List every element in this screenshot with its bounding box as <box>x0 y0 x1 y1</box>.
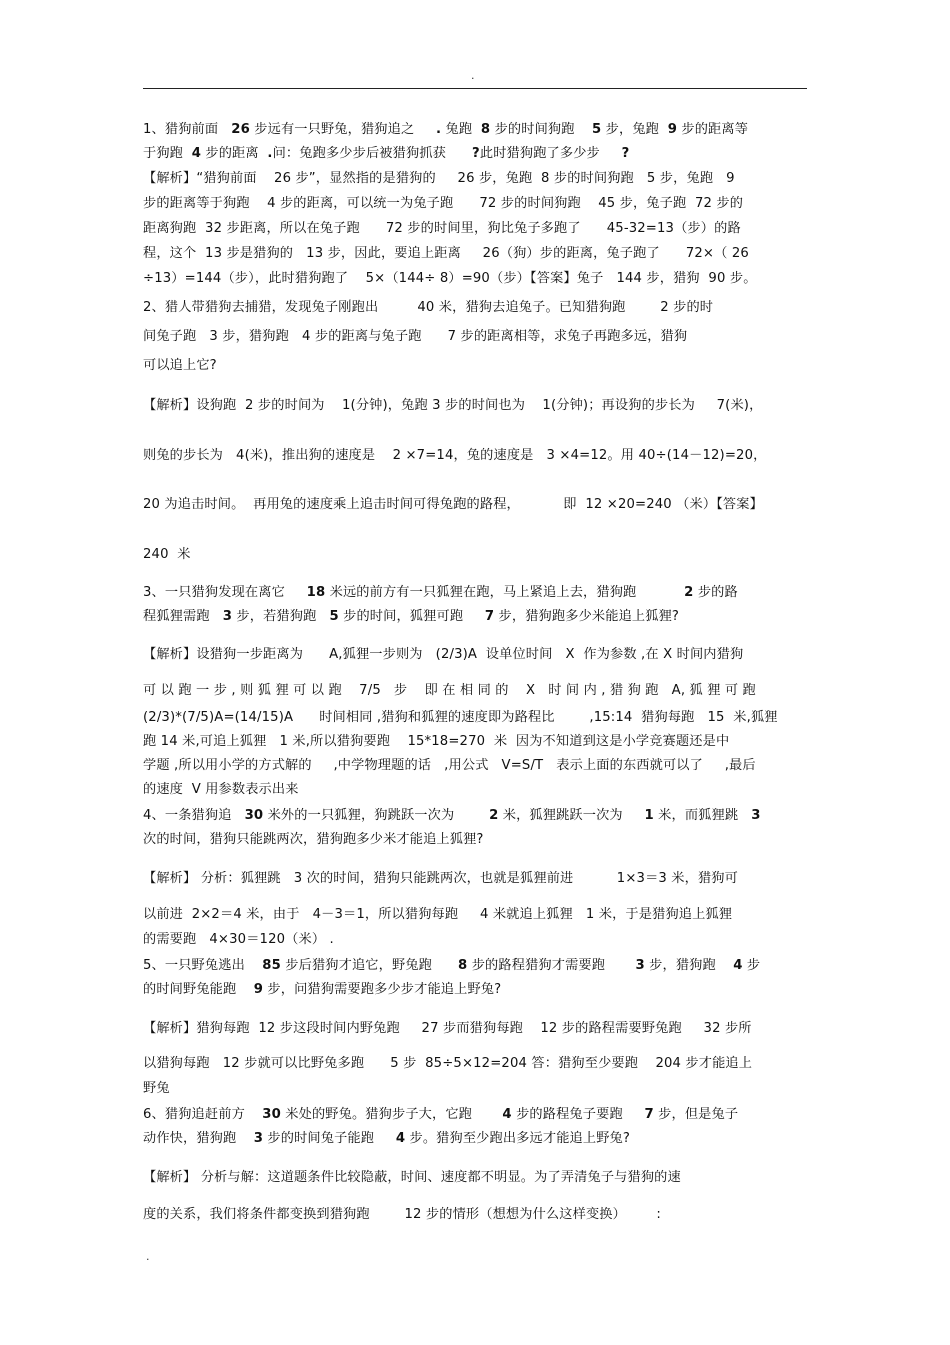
text-line: 【解析】 分析：狐狸跳 3 次的时间，猎狗只能跳两次，也就是狐狸前进 1×3＝3 米，猎狗可 <box>143 871 738 886</box>
text-line: 度的关系，我们将条件都变换到猎狗跑 12 步的情形（想想为什么这样变换） : <box>143 1207 661 1222</box>
text-line: 【解析】猎狗每跑 12 步这段时间内野兔跑 27 步而猎狗每跑 12 步的路程需要野兔跑 32 步所 <box>143 1021 752 1036</box>
text-line: 【解析】设狗跑 2 步的时间为 1(分钟)，兔跑 3 步的时间也为 1(分钟)；再设狗的步长为 7(米)， <box>143 398 763 413</box>
text-line: 1、猎狗前面 26 步远有一只野兔，猎狗追之 . 兔跑 8 步的时间狗跑 5 步，兔跑 9 步的距离等 <box>143 122 749 137</box>
text-line: 次的时间，猎狗只能跳两次，猎狗跑多少米才能追上狐狸? <box>143 832 484 847</box>
text-line: 距离狗跑 32 步距离，所以在兔子跑 72 步的时间里，狗比兔子多跑了 45-32=13（步）的路 <box>143 221 741 236</box>
text-line: 野兔 <box>143 1081 170 1096</box>
text-line: (2/3)*(7/5)A=(14/15)A 时间相同 ,猎狗和狐狸的速度即为路程比 ,15:14 猎狗每跑 15 米,狐狸 <box>143 710 778 725</box>
text-line: 【解析】 分析与解：这道题条件比较隐蔽，时间、速度都不明显。为了弄清兔子与猎狗的速 <box>143 1170 681 1185</box>
text-line: 于狗跑 4 步的距离 .问：兔跑多少步后被猎狗抓获 ?此时猎狗跑了多少步 ? <box>143 146 630 161</box>
text-line: 3、一只猎狗发现在离它 18 米远的前方有一只狐狸在跑，马上紧追上去，猎狗跑 2 步的路 <box>143 585 738 600</box>
text-line: 【解析】设猎狗一步距离为 A,狐狸一步则为 (2/3)A 设单位时间 X 作为参数 ,在 X 时间内猎狗 <box>143 647 744 662</box>
footer-dot: . <box>146 1250 150 1263</box>
text-line: 步的距离等于狗跑 4 步的距离，可以统一为兔子跑 72 步的时间狗跑 45 步，兔子跑 72 步的 <box>143 196 744 211</box>
text-line: 的需要跑 4×30＝120（米） . <box>143 932 334 947</box>
text-line: 2、猎人带猎狗去捕猎，发现兔子刚跑出 40 米，猎狗去追兔子。已知猎狗跑 2 步的时 <box>143 300 714 315</box>
text-line: 可以追上它? <box>143 358 217 373</box>
text-line: 5、一只野兔逃出 85 步后猎狗才追它，野兔跑 8 步的路程猎狗才需要跑 3 步，猎狗跑 4 步 <box>143 958 761 973</box>
text-line: 240 米 <box>143 547 191 562</box>
header-dot: . <box>471 69 475 82</box>
text-line: 则兔的步长为 4(米)，推出狗的速度是 2 ×7=14，兔的速度是 3 ×4=12。用 40÷(14－12)=20， <box>143 448 767 463</box>
text-line: 的速度 V 用参数表示出来 <box>143 782 299 797</box>
text-line: 间兔子跑 3 步，猎狗跑 4 步的距离与兔子跑 7 步的距离相等，求兔子再跑多远，猎狗 <box>143 329 688 344</box>
text-line: 的时间野兔能跑 9 步，问猎狗需要跑多少步才能追上野兔? <box>143 982 502 997</box>
text-line: 程狐狸需跑 3 步，若猎狗跑 5 步的时间，狐狸可跑 7 步，猎狗跑多少米能追上狐狸? <box>143 609 680 624</box>
text-line: 程，这个 13 步是猎狗的 13 步，因此，要追上距离 26（狗）步的距离，兔子跑了 72×（ 26 <box>143 246 749 261</box>
text-line: 动作快，猎狗跑 3 步的时间兔子能跑 4 步。猎狗至少跑出多远才能追上野兔? <box>143 1131 631 1146</box>
text-line: 以前进 2×2＝4 米，由于 4－3＝1，所以猎狗每跑 4 米就追上狐狸 1 米，于是猎狗追上狐狸 <box>143 907 733 922</box>
text-line: 可 以 跑 一 步 , 则 狐 狸 可 以 跑 7/5 步 即 在 相 同 的 X 时 间 内 , 猎 狗 跑 A, 狐 狸 可 跑 <box>143 683 756 698</box>
text-line: ÷13）=144（步），此时猎狗跑了 5×（144÷ 8）=90（步）【答案】兔子 144 步，猎狗 90 步。 <box>143 271 757 286</box>
text-line: 跑 14 米,可追上狐狸 1 米,所以猎狗要跑 15*18=270 米 因为不知道到这是小学竞赛题还是中 <box>143 734 730 749</box>
text-line: 学题 ,所以用小学的方式解的 ,中学物理题的话 ,用公式 V=S/T 表示上面的东西就可以了 ,最后 <box>143 758 756 773</box>
text-line: 20 为追击时间。 再用兔的速度乘上追击时间可得兔跑的路程， 即 12 ×20=240 （米）【答案】 <box>143 497 763 512</box>
text-line: 【解析】“猎狗前面 26 步”，显然指的是猎狗的 26 步，兔跑 8 步的时间狗跑 5 步，兔跑 9 <box>143 171 735 186</box>
text-line: 以猎狗每跑 12 步就可以比野兔多跑 5 步 85÷5×12=204 答：猎狗至少要跑 204 步才能追上 <box>143 1056 753 1071</box>
header-rule <box>143 88 807 89</box>
text-line: 4、一条猎狗追 30 米外的一只狐狸，狗跳跃一次为 2 米，狐狸跳跃一次为 1 米，而狐狸跳 3 <box>143 808 761 823</box>
text-line: 6、猎狗追赶前方 30 米处的野兔。猎狗步子大，它跑 4 步的路程兔子要跑 7 步，但是兔子 <box>143 1107 739 1122</box>
